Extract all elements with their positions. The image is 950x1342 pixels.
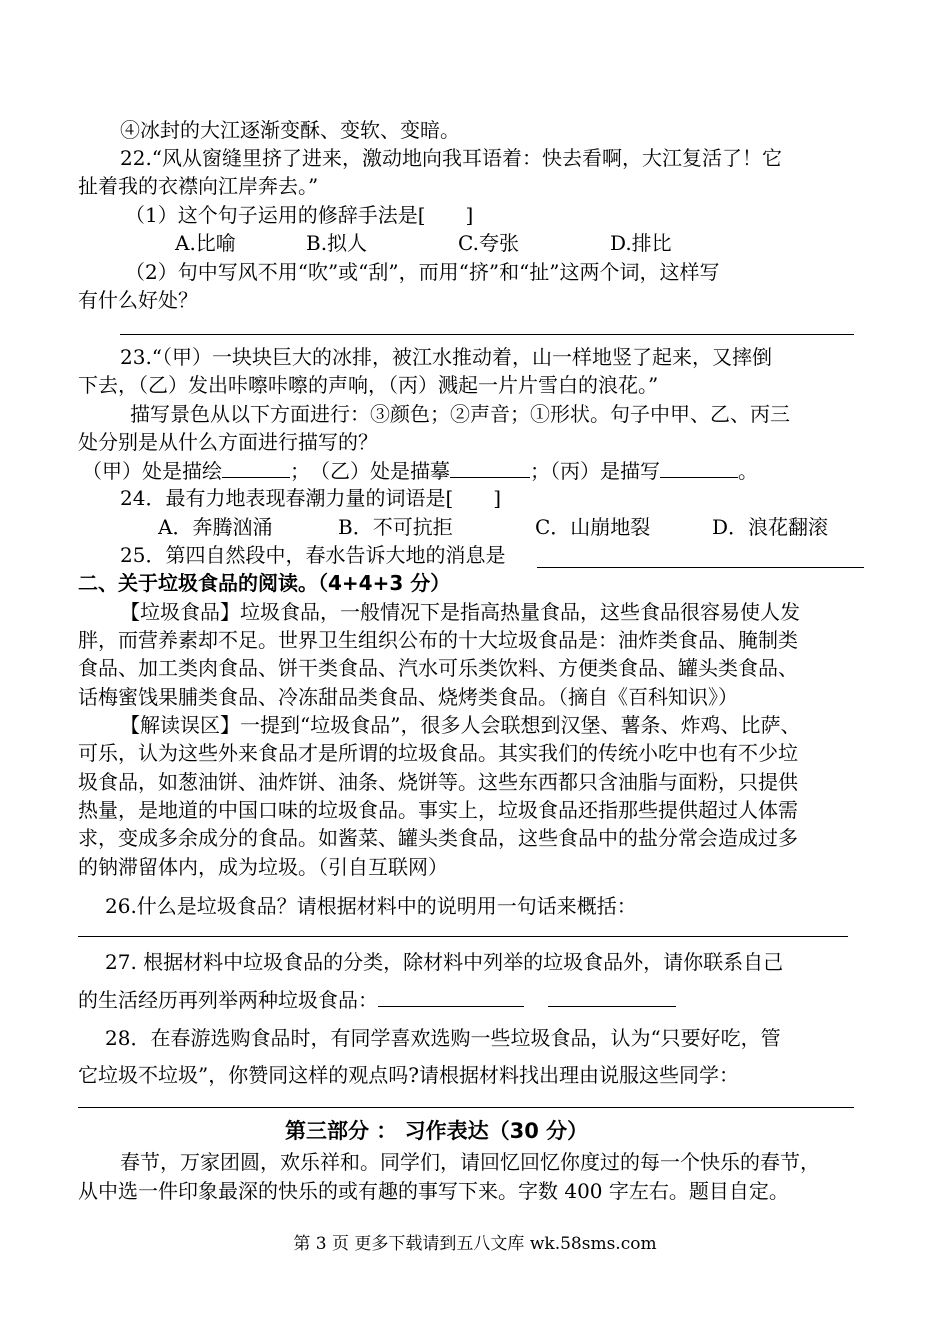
- passage-1-line-1: 【垃圾食品】垃圾食品，一般情况下是指高热量食品，这些食品很容易使人发: [120, 600, 800, 624]
- q23-blank-b[interactable]: [450, 457, 530, 478]
- q23-line-3: 描写景色从以下方面进行：③颜色；②声音；①形状。句子中甲、乙、丙三: [130, 402, 790, 426]
- q24-option-c: C．山崩地裂: [535, 515, 651, 539]
- q25-stem: 25．第四自然段中，春水告诉大地的消息是: [120, 543, 506, 567]
- q27-blank-1[interactable]: [378, 986, 524, 1007]
- q23-fill-end: 。: [738, 459, 758, 483]
- passage-1-line-2: 胖，而营养素却不足。世界卫生组织公布的十大垃圾食品是：油炸类食品、腌制类: [78, 628, 798, 652]
- q23-line-1: 23.“（甲）一块块巨大的冰排，被江水推动着，山一样地竖了起来，又摔倒: [120, 345, 773, 369]
- q27-line-2-text: 的生活经历再列举两种垃圾食品：: [78, 988, 378, 1012]
- q22-sub1: （1）这个句子运用的修辞手法是[ ]: [125, 203, 474, 227]
- q22-line-2: 扯着我的衣襟向江岸奔去。”: [78, 174, 319, 198]
- q22-sub2-line-2: 有什么好处？: [78, 288, 198, 312]
- passage-2-line-5: 求，变成多余成分的食品。如酱菜、罐头类食品，这些食品中的盐分常会造成过多: [78, 826, 798, 850]
- q23-fill-c-label: ；（丙）是描写: [530, 459, 660, 483]
- q22-option-b: B.拟人: [306, 231, 368, 255]
- q24-stem: 24．最有力地表现春潮力量的词语是[ ]: [120, 486, 502, 510]
- passage-2-line-4: 热量，是地道的中国口味的垃圾食品。事实上，垃圾食品还指那些提供超过人体需: [78, 798, 798, 822]
- essay-line-1: 春节，万家团圆，欢乐祥和。同学们，请回忆回忆你度过的每一个快乐的春节，: [120, 1150, 820, 1174]
- passage-2-line-3: 圾食品，如葱油饼、油炸饼、油条、烧饼等。这些东西都只含油脂与面粉，只提供: [78, 770, 798, 794]
- q23-fill-row: [82, 457, 758, 484]
- q24-option-b: B．不可抗拒: [338, 515, 453, 539]
- q23-fill-a-label: （甲）处是描绘: [82, 459, 222, 483]
- q27-line-1: 27. 根据材料中垃圾食品的分类，除材料中列举的垃圾食品外，请你联系自己: [105, 950, 784, 974]
- passage-1-line-4: 话梅蜜饯果脯类食品、冷冻甜品类食品、烧烤类食品。（摘自《百科知识》）: [78, 685, 738, 709]
- q26-answer-line[interactable]: [78, 936, 848, 937]
- essay-line-2: 从中选一件印象最深的快乐的或有趣的事写下来。字数 400 字左右。题目自定。: [78, 1179, 789, 1203]
- passage-1-line-3: 食品、加工类肉食品、饼干类食品、汽水可乐类饮料、方便类食品、罐头类食品、: [78, 656, 798, 680]
- section-3-title: 第三部分 ： 习作表达（30 分）: [285, 1119, 589, 1143]
- q21-option-4: ④冰封的大江逐渐变酥、变软、变暗。: [120, 118, 460, 142]
- q28-line-1: 28．在春游选购食品时，有同学喜欢选购一些垃圾食品，认为“只要好吃，管: [105, 1026, 781, 1050]
- q22-option-c: C.夸张: [458, 231, 519, 255]
- q24-option-a: A．奔腾汹涌: [158, 515, 273, 539]
- q28-answer-line[interactable]: [78, 1107, 854, 1108]
- q28-line-2: 它垃圾不垃圾”，你赞同这样的观点吗?请根据材料找出理由说服这些同学：: [78, 1063, 739, 1087]
- passage-2-line-1: 【解读误区】一提到“垃圾食品”，很多人会联想到汉堡、薯条、炸鸡、比萨、: [120, 713, 801, 737]
- passage-2-line-6: 的钠滞留体内，成为垃圾。（引自互联网）: [78, 855, 448, 879]
- passage-2-line-2: 可乐，认为这些外来食品才是所谓的垃圾食品。其实我们的传统小吃中也有不少垃: [78, 741, 798, 765]
- q23-fill-b-label: ； （乙）处是描摹: [290, 459, 450, 483]
- q23-line-2: 下去，（乙）发出咔嚓咔嚓的声响，（丙）溅起一片片雪白的浪花。”: [78, 373, 659, 397]
- q27-blank-2[interactable]: [548, 986, 676, 1007]
- q22-sub2-line-1: （2）句中写风不用“吹”或“刮”，而用“挤”和“扯”这两个词，这样写: [125, 260, 720, 284]
- q22-option-d: D.排比: [610, 231, 672, 255]
- page-footer: 第 3 页 更多下载请到五八文库 wk.58sms.com: [293, 1234, 657, 1254]
- section-2-title: 二、关于垃圾食品的阅读。（4+4+3 分）: [78, 571, 451, 595]
- q25-answer-line[interactable]: [537, 567, 864, 568]
- q22-line-1: 22.“风从窗缝里挤了进来，激动地向我耳语着：快去看啊，大江复活了！它: [120, 146, 783, 170]
- q23-blank-a[interactable]: [222, 457, 290, 478]
- q22-option-a: A.比喻: [175, 231, 236, 255]
- q23-blank-c[interactable]: [660, 457, 738, 478]
- q24-option-d: D．浪花翻滚: [712, 515, 829, 539]
- q23-line-4: 处分别是从什么方面进行描写的？: [78, 430, 378, 454]
- q22-answer-line[interactable]: [120, 334, 854, 335]
- q27-line-2: [78, 986, 676, 1013]
- q26-stem: 26.什么是垃圾食品？请根据材料中的说明用一句话来概括：: [105, 894, 637, 918]
